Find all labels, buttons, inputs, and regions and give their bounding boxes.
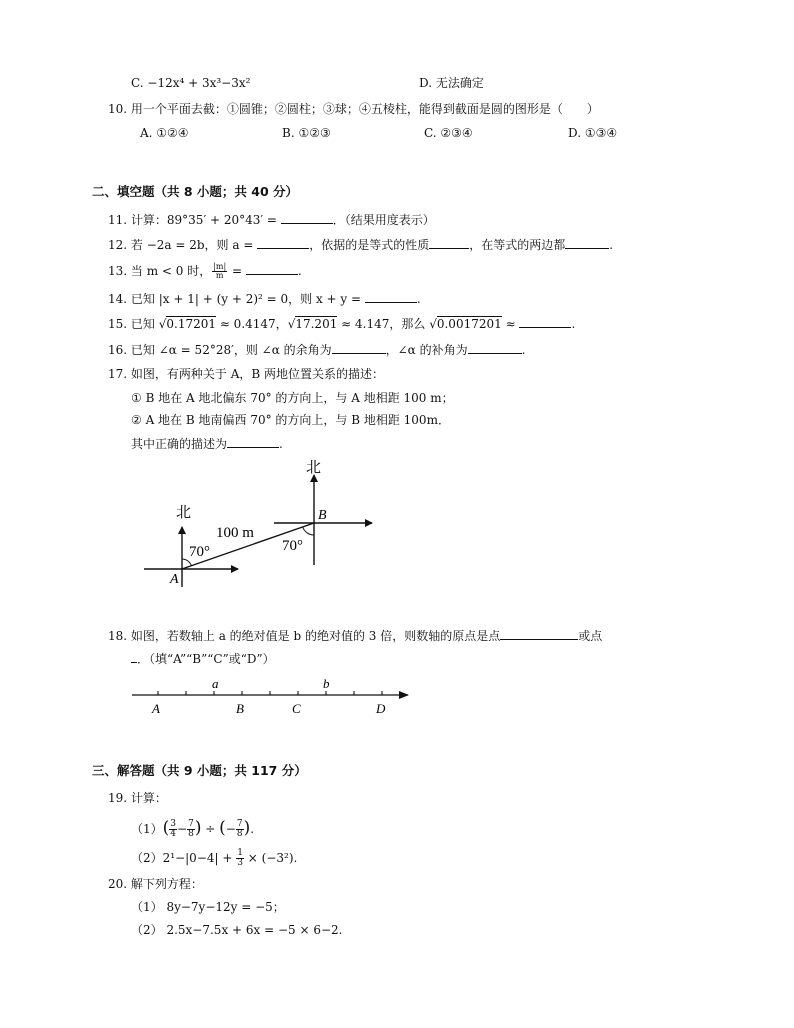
label-a: A [152,701,160,716]
q13-end: . [297,264,302,278]
answer-blank [281,211,333,224]
part-label: （1） [131,822,163,836]
sqrt-sign: √ [158,317,167,331]
label-b: B [236,701,244,716]
answer-blank [500,627,578,640]
point-b-value-label: b [323,676,330,691]
q18-text: 18. 如图，若数轴上 a 的绝对值是 b 的绝对值的 3 倍，则数轴的原点是点 [108,629,501,643]
fraction-denominator: 8 [236,829,243,839]
q15-end: . [571,317,576,331]
q19-part-1 [131,818,254,839]
q17-description-1: ① B 地在 A 地北偏东 70° 的方向上，与 A 地相距 100 m； [131,391,454,405]
q18-hint: ．（填“A”“B”“C”或“D”） [137,652,275,666]
q12 [108,236,613,253]
q16-text-1: 16. 已知 ∠α = 52°28′，则 ∠α 的余角为 [108,343,332,357]
q19-stem: 19. 计算： [108,791,167,805]
q14-end: . [416,292,421,306]
q9-option-c: C. −12x⁴ + 3x³−3x² [131,76,251,90]
distance-label: 100 m [216,525,254,541]
q19-part-2 [131,848,297,868]
fraction-numerator: 1 [237,848,243,858]
q18-line-2 [131,650,275,667]
q10-option-b: B. ①②③ [282,126,331,140]
fraction-numerator: 3 [170,819,177,829]
sqrt-sign: √ [429,317,437,331]
q16-text-2: ，∠α 的补角为 [385,343,468,357]
q20-stem: 20. 解下列方程： [108,877,203,891]
fraction-denominator: 3 [237,858,243,868]
divide-sign: ÷ [201,822,220,836]
q10-option-a: A. ①②④ [140,126,189,140]
point-a-label: A [170,572,179,587]
fraction-denominator: 4 [170,829,177,839]
fraction-denominator: 8 [188,829,194,839]
section-2-title: 二、填空题（共 8 小题；共 40 分） [92,184,299,199]
q10-option-d: D. ①③④ [568,126,618,140]
angle-label-a: 70° [189,544,210,560]
q12-text-2: ，依据的是等式的性质 [309,238,430,252]
answer-blank [519,315,571,328]
q15-text-1: ≈ 0.4147， [216,317,288,331]
q15-text-2: ≈ 4.147，那么 [337,317,430,331]
q12-end: . [609,238,614,252]
north-label-b: 北 [306,460,322,476]
fraction-numerator: |m| [213,262,227,271]
fraction [169,820,177,839]
answer-blank [246,262,298,275]
answer-blank [365,290,417,303]
q14 [108,290,421,307]
radicand-1: 0.17201 [166,317,216,331]
minus-sign: − [177,822,188,836]
point-b-label: B [318,508,327,523]
north-label-a: 北 [176,505,192,521]
fraction-numerator: 7 [188,819,194,829]
point-a-value-label: a [212,676,219,691]
fraction-numerator: 7 [236,819,243,829]
label-c: C [292,701,301,716]
q17-description-2: ② A 地在 B 地南偏西 70° 的方向上，与 B 地相距 100m． [131,413,450,427]
q15 [108,315,575,332]
equals-sign: = [228,264,246,278]
sqrt-sign: √ [287,317,296,331]
q11-text: 11. 计算：89°35′ + 20°43′ = [108,213,281,227]
q13-text: 13. 当 m < 0 时， [108,264,212,278]
minus-sign: − [225,822,236,836]
q20-part-1: （1） 8y−7y−12y = −5； [131,900,285,914]
q17-ask [131,435,283,452]
q10-option-c: C. ②③④ [424,126,473,140]
q12-text-3: ，在等式的两边都 [469,238,566,252]
q14-text: 14. 已知 |x + 1| + (y + 2)² = 0，则 x + y = [108,292,365,306]
paren: ) [243,818,251,838]
q13-fraction [212,263,227,280]
part-label: （2） [131,851,163,865]
paren: ( [219,818,226,838]
q20-part-2: （2） 2.5x−7.5x + 6x = −5 × 6−2. [131,923,343,937]
q17-end: . [279,437,283,451]
period: . [250,822,255,836]
answer-blank [565,236,609,249]
answer-blank [468,341,522,354]
angle-arc-b [303,527,314,535]
q11 [108,211,435,228]
section-3-title: 三、解答题（共 9 小题；共 117 分） [92,763,307,778]
label-d: D [376,701,386,716]
q18-line-1 [108,627,602,644]
fraction [187,820,195,839]
expression-text: × (−3²). [243,851,298,865]
q13 [108,262,302,280]
number-line-figure [130,672,412,720]
q17-ask-text: 其中正确的描述为 [131,437,228,451]
q10-stem: 10. 用一个平面去截：①圆锥；②圆柱；③球；④五棱柱，能得到截面是圆的图形是（ ） [108,102,599,116]
radicand-2: 17.201 [295,317,338,331]
answer-blank [429,236,469,249]
q16 [108,341,525,358]
radicand-3: 0.0017201 [436,317,502,331]
expression-text: 2¹−|0−4| + [162,851,237,865]
q17-stem: 17. 如图，有两种关于 A，B 两地位置关系的描述： [108,367,385,381]
q12-text-1: 12. 若 −2a = 2b，则 a = [108,238,258,252]
answer-blank [332,341,386,354]
fraction [236,820,244,839]
fraction [236,849,244,868]
paren: ( [162,818,170,838]
angle-arc-a [182,559,191,566]
q11-note: ．（结果用度表示） [332,213,435,227]
q15-text-3: ≈ [501,317,520,331]
fraction-denominator: m [215,271,224,280]
answer-blank [227,435,279,448]
q16-end: . [521,343,526,357]
answer-blank [257,236,309,249]
q18-text-or: 或点 [578,629,603,643]
q15-text: 15. 已知 [108,317,159,331]
direction-figure [140,455,380,595]
paren: ) [194,818,202,838]
q9-option-d: D. 无法确定 [419,76,484,90]
angle-label-b: 70° [282,538,303,554]
